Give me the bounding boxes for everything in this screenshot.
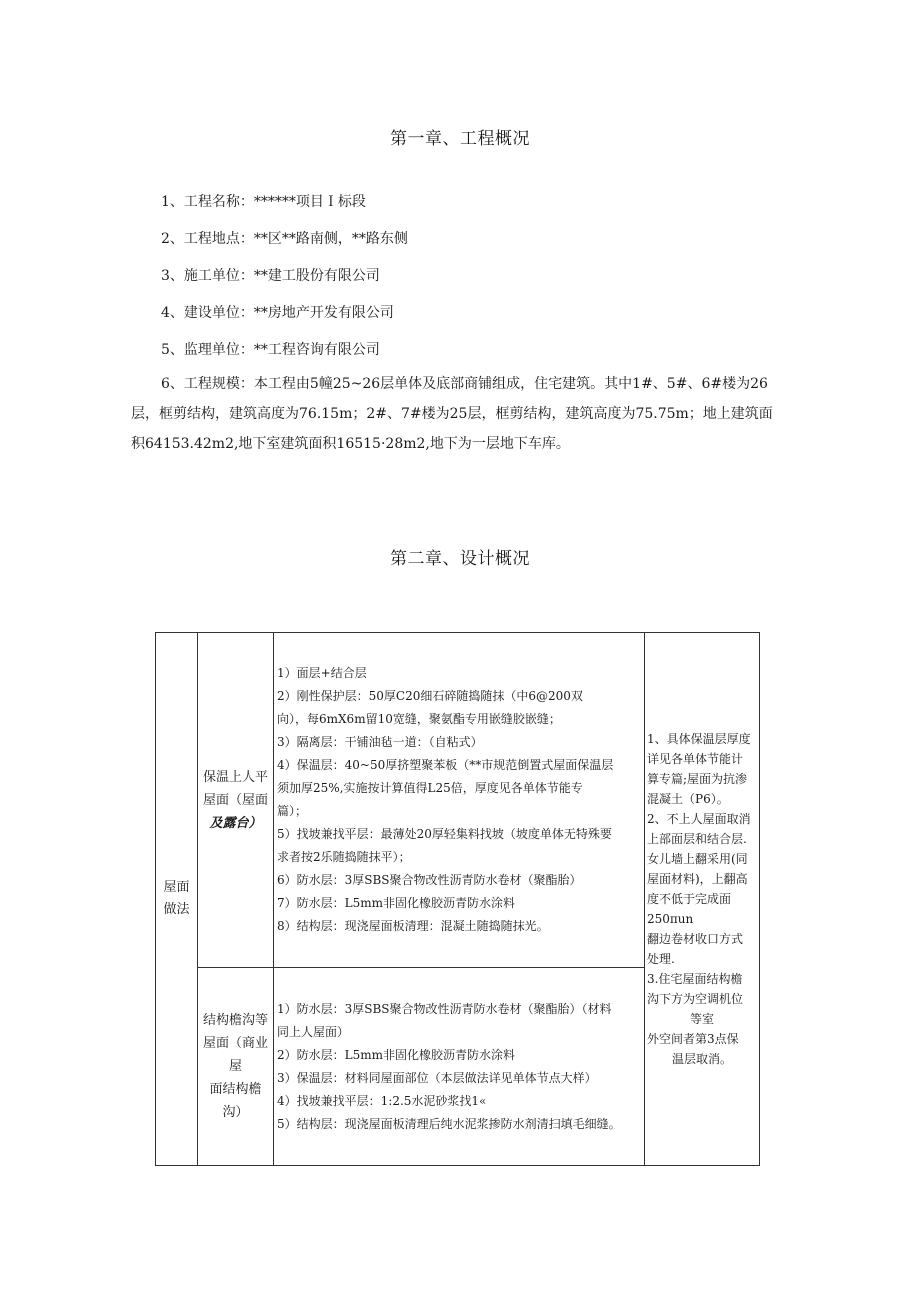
section-2-name-line: 屋 — [228, 1059, 242, 1074]
section-2-name-line: 屋面（商业 — [202, 1036, 268, 1051]
layer-line: 3）保温层：材料同屋面部位（本层做法详见单体节点大样） — [277, 1070, 597, 1085]
layer-line: 1）防水层：3厚SBS聚合物改性沥青防水卷材（聚酯胎）（材料 — [277, 1001, 612, 1016]
layer-line: 1）面层+结合层 — [277, 666, 367, 680]
layer-line: 须加厚25%,实施按计算值得L25倍，厚度见各单体节能专 — [277, 781, 583, 795]
project-info-list — [131, 184, 776, 459]
layer-line: 6）防水层：3厚SBS聚合物改性沥青防水卷材（聚酯胎） — [277, 873, 582, 887]
layer-line: 3）隔离层：干铺油毡一道：（自粘式） — [277, 735, 483, 749]
section-2-name-line: 面结构檐 — [209, 1082, 262, 1097]
note-line: 温层取消。 — [671, 1052, 732, 1066]
note-line: 算专篇;屋面为抗渗 — [647, 772, 748, 786]
section-1-name-emphasis: 及露台） — [209, 815, 262, 831]
section-1-layers-cell — [274, 633, 645, 968]
project-scale-paragraph: 6、工程规模：本工程由5幢25~26层单体及底部商铺组成，住宅建筑。其中1#、5#、6#楼为26层，框剪结构，建筑高度为76.15m；2#、7#楼为25层，框剪结构，建筑高度为75.75m；地上建筑面积64153.42m2,地下室建筑面积16515·28m2,地下为一层地下车库。 — [131, 376, 773, 452]
project-location-line: 2、工程地点：**区**路南侧，**路东侧 — [161, 231, 408, 247]
category-line: 屋面 — [163, 880, 190, 895]
developer-unit-line: 4、建设单位：**房地产开发有限公司 — [161, 305, 394, 321]
category-line: 做法 — [163, 902, 190, 917]
layer-line: 5）结构层：现浇屋面板清理后纯水泥浆掺防水剂清扫填毛细缝。 — [277, 1116, 621, 1131]
note-line: 上部面层和结合层. — [647, 832, 747, 846]
layer-line: 2）刚性保护层：50厚C20细石碎随捣随抹（中6@200双 — [277, 689, 583, 703]
note-line: 女儿墙上翻采用(同 — [647, 852, 748, 866]
chapter-2-title: 第二章、设计概况 — [390, 549, 530, 569]
chapter-1-title: 第一章、工程概况 — [390, 129, 530, 149]
section-2-name-line: 结构檐沟等 — [202, 1013, 268, 1028]
layer-line: 4）保温层：40~50厚挤塑聚苯板（**市规范倒置式屋面保温层 — [277, 758, 614, 772]
note-line: 屋面材料)，上翻高 — [647, 872, 748, 886]
note-line: 250πun — [647, 912, 694, 926]
layer-line: 2）防水层：L5mm非固化橡胶沥青防水涂料 — [277, 1047, 515, 1062]
layer-line: 篇）； — [277, 804, 308, 818]
layer-line: 4）找坡兼找平层：1:2.5水泥砂浆找1« — [277, 1093, 487, 1108]
layer-line: 7）防水层：L5mm非固化橡胶沥青防水涂料 — [277, 896, 515, 910]
layer-line: 8）结构层：现浇屋面板清理：混凝土随捣随抹光。 — [277, 919, 549, 933]
note-line: 详见各单体节能计 — [647, 752, 744, 766]
notes-block — [647, 729, 757, 1069]
section-2-name-line: 沟） — [222, 1105, 249, 1120]
note-line: 1、具体保温层厚度 — [647, 732, 751, 746]
layer-line: 5）找坡兼找平层：最薄处20厚轻集料找坡（坡度单体无特殊要 — [277, 827, 612, 841]
section-1-name-cell — [198, 633, 274, 968]
note-line: 度不低于完成面 — [647, 892, 732, 906]
roof-design-table — [155, 632, 760, 1166]
note-line: 等室 — [689, 1012, 714, 1026]
note-line: 2、不上人屋面取消 — [647, 812, 751, 826]
construction-unit-line: 3、施工单位：**建工股份有限公司 — [161, 268, 380, 284]
section-2-name-cell — [198, 968, 274, 1166]
note-line: 外空间者第3点保 — [647, 1032, 739, 1046]
note-line: 处理. — [647, 952, 675, 966]
layer-line: 同上人屋面） — [277, 1024, 350, 1039]
section-1-name-line: 保温上人平 — [202, 769, 268, 785]
project-name-line: 1、工程名称：******项目Ｉ标段 — [161, 194, 366, 210]
layer-line: 求者按2乐随捣随抹平）； — [277, 850, 411, 864]
note-line: 混凝土（P6）。 — [647, 792, 729, 806]
section-1-name-line: 屋面（屋面 — [202, 792, 268, 808]
notes-cell — [645, 633, 760, 1166]
roof-category-cell — [156, 633, 198, 1166]
note-line: 沟下方为空调机位 — [647, 992, 744, 1006]
note-line: 翻边卷材收口方式 — [647, 932, 744, 946]
supervision-unit-line: 5、监理单位：**工程咨询有限公司 — [161, 342, 380, 358]
section-2-layers-cell — [274, 968, 645, 1166]
note-line: 3.住宅屋面结构檐 — [647, 972, 743, 986]
layer-line: 向），每6mX6m留10宽缝，聚氨酯专用嵌缝胶嵌缝； — [277, 712, 561, 726]
